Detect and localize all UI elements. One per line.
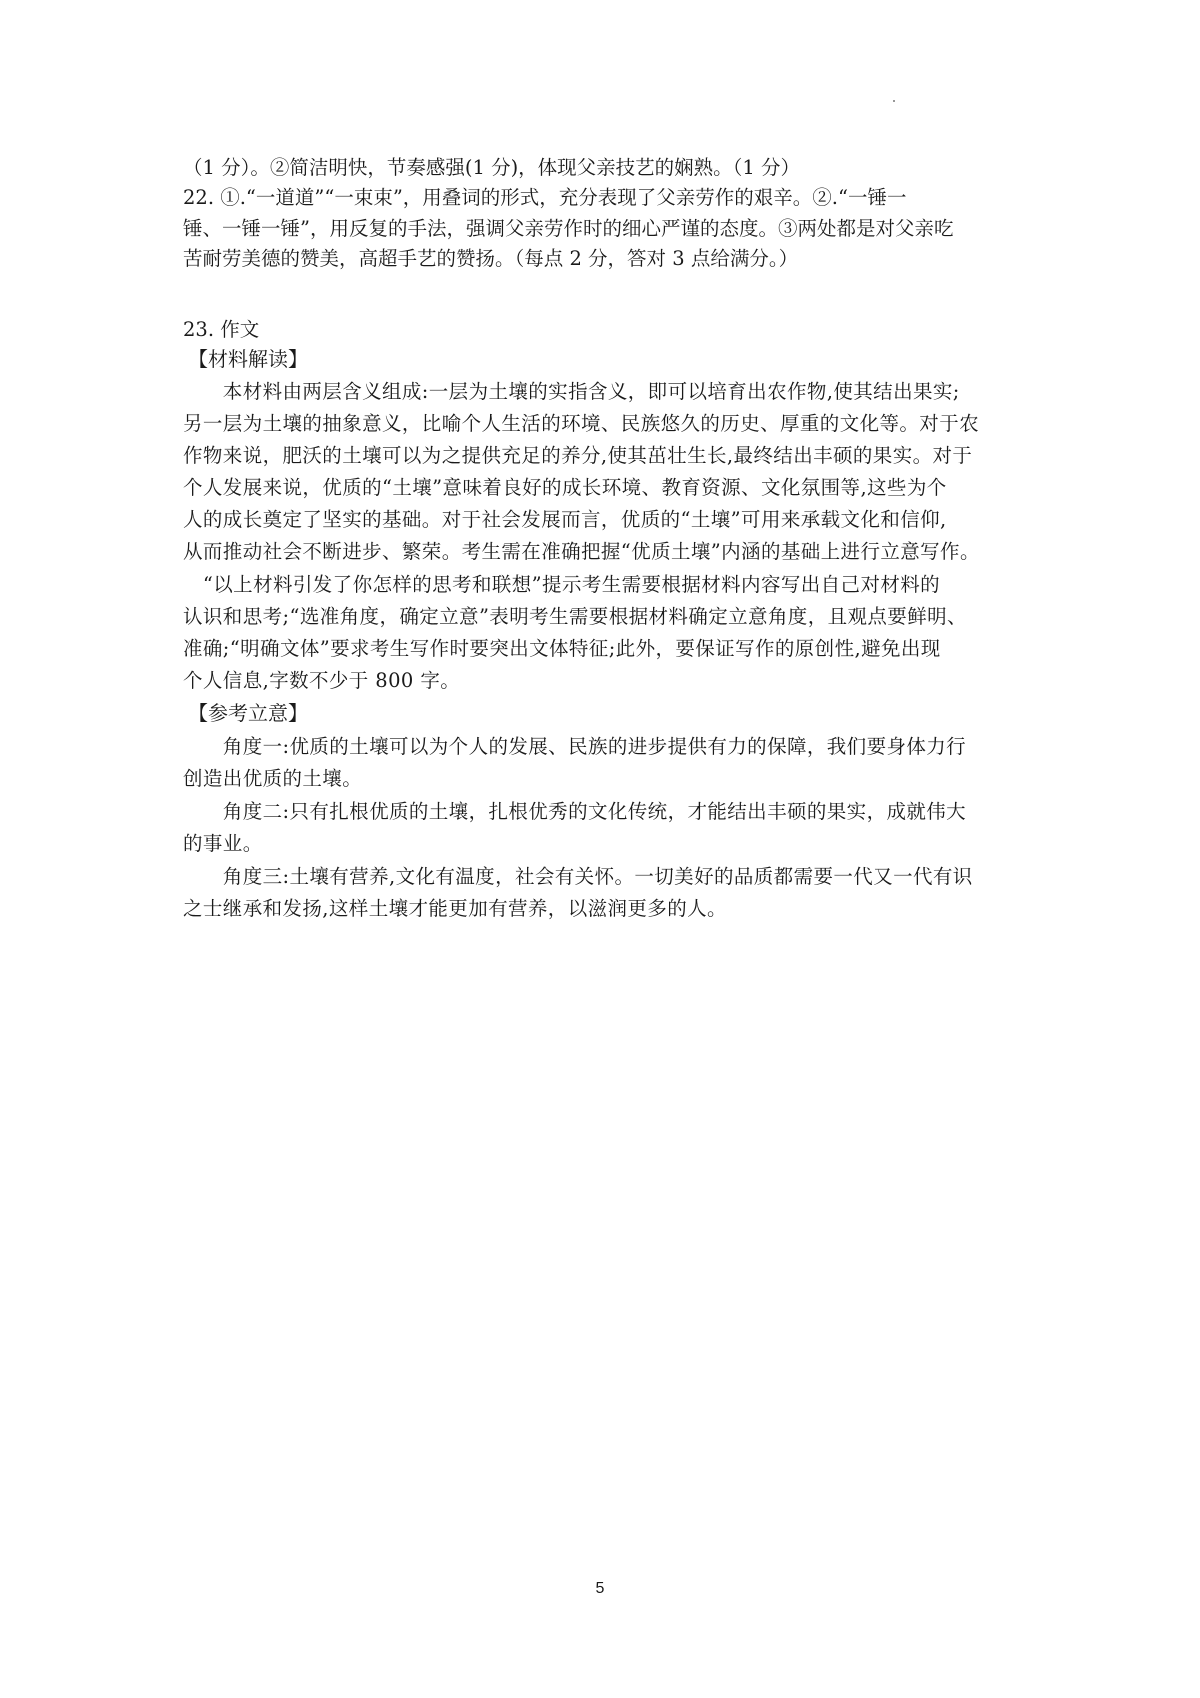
speck-mark — [893, 100, 895, 102]
material-paragraph-line: 个人信息,字数不少于 800 字。 — [183, 669, 461, 692]
page-number: 5 — [595, 1580, 605, 1597]
answer-22-line-1: 22. ①.“一道道”“一束束”，用叠词的形式，充分表现了父亲劳作的艰辛。②.“一锤一 — [183, 186, 907, 209]
material-paragraph-line: 作物来说，肥沃的土壤可以为之提供充足的养分,使其茁壮生长,最终结出丰硕的果实。对于 — [183, 444, 973, 467]
material-paragraph-line: 另一层为土壤的抽象意义，比喻个人生活的环境、民族悠久的历史、厚重的文化等。对于农 — [183, 412, 980, 435]
material-paragraph-line: 从而推动社会不断进步、繁荣。考生需在准确把握“优质土壤”内涵的基础上进行立意写作。 — [183, 540, 980, 563]
reference-line: 创造出优质的土壤。 — [183, 767, 363, 790]
essay-question-title: 23. 作文 — [183, 318, 260, 341]
material-paragraph-line: 人的成长奠定了坚实的基础。对于社会发展而言，优质的“土壤”可用来承载文化和信仰, — [183, 508, 947, 531]
material-paragraph-line: 认识和思考;“选准角度，确定立意”表明考生需要根据材料确定立意角度，且观点要鲜明、 — [183, 605, 967, 628]
material-paragraph-line: 本材料由两层含义组成:一层为土壤的实指含义，即可以培育出农作物,使其结出果实; — [183, 380, 960, 403]
material-heading: 【材料解读】 — [188, 347, 308, 371]
answer-22-line-2: 锤、一锤一锤”，用反复的手法，强调父亲劳作时的细心严谨的态度。③两处都是对父亲吃 — [183, 217, 954, 240]
reference-heading: 【参考立意】 — [188, 701, 308, 725]
reference-line: 角度三:土壤有营养,文化有温度，社会有关怀。一切美好的品质都需要一代又一代有识 — [183, 865, 973, 888]
answer-22-line-3: 苦耐劳美德的赞美，高超手艺的赞扬。（每点 2 分，答对 3 点给满分。） — [183, 247, 799, 270]
reference-line: 角度一:优质的土壤可以为个人的发展、民族的进步提供有力的保障，我们要身体力行 — [183, 735, 967, 758]
reference-line: 角度二:只有扎根优质的土壤，扎根优秀的文化传统，才能结出丰硕的果实，成就伟大 — [183, 800, 967, 823]
answer-line-1: （1 分）。②简洁明快，节奏感强(1 分)，体现父亲技艺的娴熟。（1 分） — [183, 156, 801, 179]
reference-line: 的事业。 — [183, 832, 263, 855]
material-paragraph-line: 准确;“明确文体”要求考生写作时要突出文体特征;此外，要保证写作的原创性,避免出现 — [183, 637, 941, 660]
material-paragraph-line: 个人发展来说，优质的“土壤”意味着良好的成长环境、教育资源、文化氛围等,这些为个 — [183, 476, 947, 499]
material-paragraph-line: “以上材料引发了你怎样的思考和联想”提示考生需要根据材料内容写出自己对材料的 — [183, 573, 941, 596]
reference-line: 之士继承和发扬,这样土壤才能更加有营养，以滋润更多的人。 — [183, 897, 727, 920]
